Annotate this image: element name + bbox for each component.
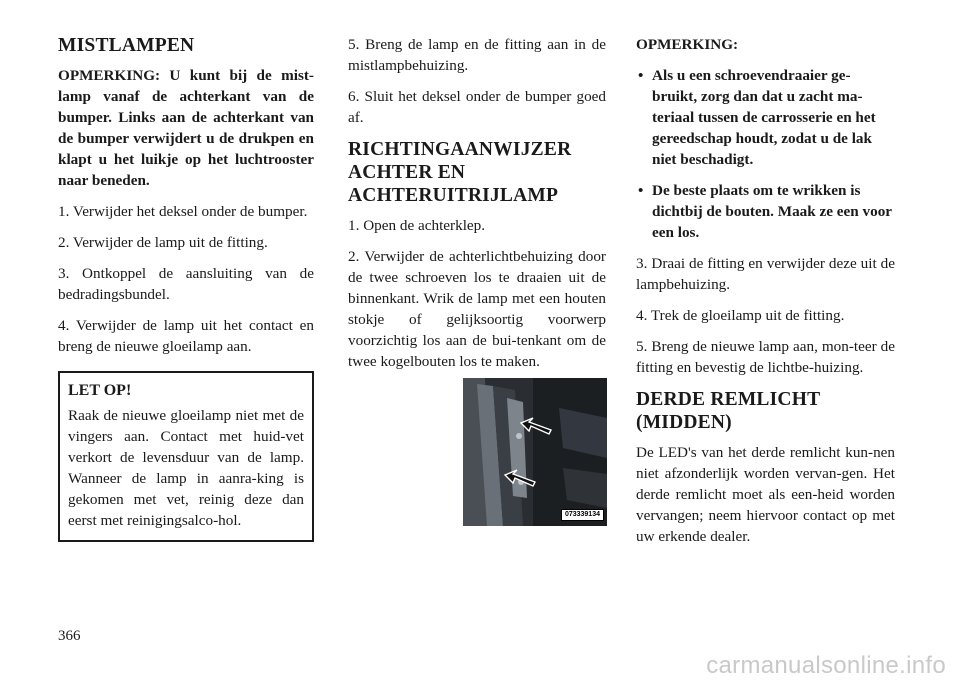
bullet-icon: • [638, 67, 644, 84]
section-heading-richtingaanwijzer: RICHTINGAANWIJZER ACHTER EN ACHTERUITRIJLAMP [348, 139, 572, 206]
column-middle [348, 34, 606, 382]
step-3: 3. Ontkoppel de aansluiting van de bedradingsbundel. [58, 265, 314, 303]
tail-lamp-photo [463, 378, 607, 526]
step-6: 6. Sluit het deksel onder de bumper goed af. [348, 88, 606, 126]
tail-lamp-illustration [463, 378, 607, 526]
step-4: 4. Trek de gloeilamp uit de fitting. [636, 307, 845, 324]
step-5: 5. Breng de lamp en de fitting aan in de mistlampbehuizing. [348, 36, 606, 74]
remlicht-text: De LED's van het derde remlicht kun-nen niet afzonderlijk worden vervan-gen. Het derde remlicht moet als een-heid worden vervangen; neem hiervoor contact op met uw erkende dealer. [636, 444, 895, 545]
column-left [58, 34, 314, 542]
image-code: 073339134 [561, 509, 604, 521]
caution-text: Raak de nieuwe gloeilamp niet met de vingers aan. Contact met huid-vet verkort de levensduur van de lamp. Wanneer de lamp in aanra-king is gekomen met vet, reinig deze dan eerst met reinigingsalco-hol. [68, 407, 304, 529]
caution-title: LET OP! [68, 382, 132, 399]
column-right [636, 34, 895, 557]
step-3: 3. Draai de fitting en verwijder deze uit de lampbehuizing. [636, 255, 895, 293]
step-4: 4. Verwijder de lamp uit het contact en breng de nieuwe gloeilamp aan. [58, 317, 314, 355]
note-mistlamp: OPMERKING: U kunt bij de mist-lamp vanaf de achterkant van de bumper. Links aan de achterkant van de bumper verwijdert u de drukpen en klapt u het luikje op het luchtrooster naar beneden. [58, 67, 314, 189]
note-bullets [636, 65, 895, 243]
section-heading-derde-remlicht: DERDE REMLICHT (MIDDEN) [636, 389, 820, 433]
step-5: 5. Breng de nieuwe lamp aan, mon-teer de fitting en bevestig de lichtbe-huizing. [636, 338, 895, 376]
page-number: 366 [58, 628, 81, 644]
step-2: 2. Verwijder de lamp uit de fitting. [58, 234, 268, 251]
caution-box [58, 371, 314, 542]
bullet-item: • Als u een schroevendraaier ge-bruikt, zorg dan dat u zacht ma-teriaal tussen de carrosserie en het gereedschap houdt, zodat u de lak niet beschadigt. [638, 67, 876, 168]
step-2: 2. Verwijder de achterlichtbehuizing door de twee schroeven los te draaien uit de binnenkant. Wrik de lamp met een houten stokje of gelijksoortig voorwerp voorzichtig los aan de bui-tenkant om de twee kogelbouten los te maken. [348, 248, 606, 370]
bullet-item: • De beste plaats om te wrikken is dichtbij de bouten. Maak ze een voor een los. [638, 182, 892, 241]
step-1: 1. Verwijder het deksel onder de bumper. [58, 203, 308, 220]
step-1: 1. Open de achterklep. [348, 217, 486, 234]
bullet-icon: • [638, 182, 644, 199]
note-label: OPMERKING: [636, 36, 739, 53]
watermark: carmanualsonline.info [706, 652, 946, 679]
section-heading-mistlampen: MISTLAMPEN [58, 35, 195, 56]
